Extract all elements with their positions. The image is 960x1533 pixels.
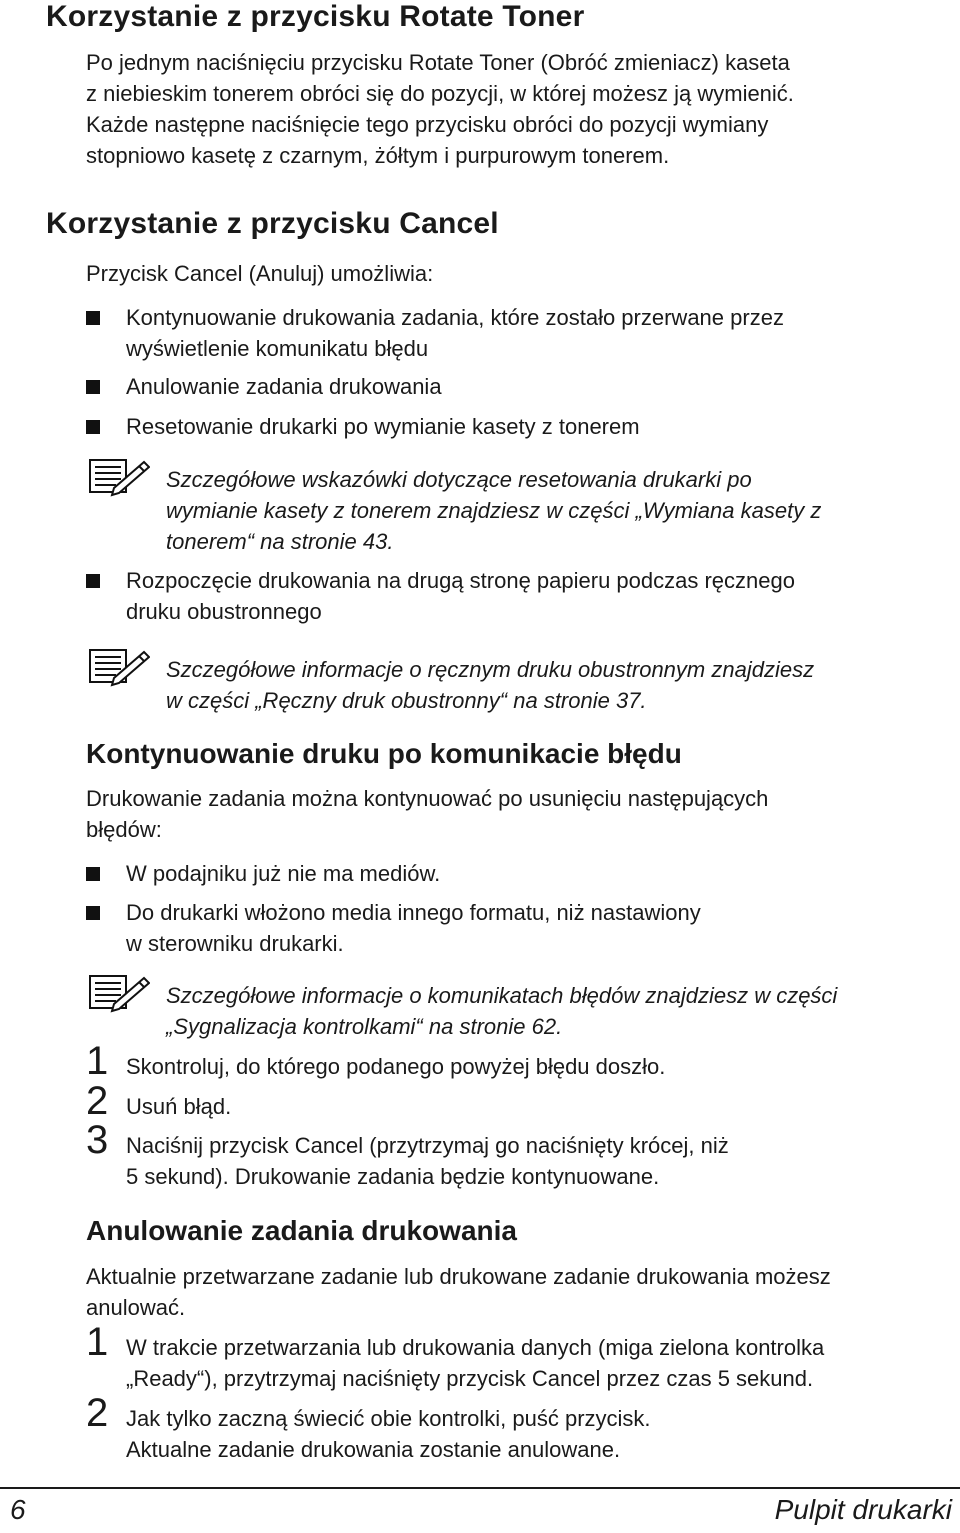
step-number: 3 (86, 1118, 109, 1162)
paragraph-rotate-toner (86, 47, 946, 171)
heading-abort-job: Anulowanie zadania drukowania (86, 1215, 517, 1246)
text-line: anulować. (86, 1295, 186, 1320)
text-line: Anulowanie zadania drukowania (126, 374, 442, 399)
text-line: W trakcie przetwarzania lub drukowania danych (miga zielona kontrolka (126, 1335, 825, 1360)
note-pencil-icon (86, 974, 150, 1016)
text-line: Resetowanie drukarki po wymianie kasety z tonerem (126, 414, 640, 439)
text-line: stopniowo kasetę z czarnym, żółtym i purpurowym tonerem. (86, 143, 670, 168)
cancel-intro: Przycisk Cancel (Anuluj) umożliwia: (86, 261, 434, 286)
square-bullet-icon (86, 867, 100, 881)
square-bullet-icon (86, 906, 100, 920)
text-line: Do drukarki włożono media innego formatu, niż nastawiony (126, 900, 701, 925)
text-line: Drukowanie zadania można kontynuować po usunięciu następujących (86, 786, 769, 811)
square-bullet-icon (86, 311, 100, 325)
step-number: 1 (86, 1320, 109, 1364)
square-bullet-icon (86, 574, 100, 588)
text-line: wymianie kasety z tonerem znajdziesz w części „Wymiana kasety z (166, 498, 822, 523)
heading-resume-after-error: Kontynuowanie druku po komunikacie błędu (86, 738, 682, 769)
text-line: w sterowniku drukarki. (126, 931, 344, 956)
heading-cancel-button: Korzystanie z przycisku Cancel (46, 207, 499, 240)
text-line: Skontroluj, do którego podanego powyżej błędu doszło. (126, 1054, 666, 1079)
text-line: Aktualne zadanie drukowania zostanie anulowane. (126, 1437, 621, 1462)
text-line: Każde następne naciśnięcie tego przycisku obróci do pozycji wymiany (86, 112, 769, 137)
text-line: Kontynuowanie drukowania zadania, które zostało przerwane przez (126, 305, 784, 330)
text-line: Naciśnij przycisk Cancel (przytrzymaj go naciśnięty krócej, niż (126, 1133, 729, 1158)
text-line: „Ready“), przytrzymaj naciśnięty przycisk Cancel przez czas 5 sekund. (126, 1366, 814, 1391)
square-bullet-icon (86, 380, 100, 394)
text-line: Po jednym naciśnięciu przycisku Rotate Toner (Obróć zmieniacz) kaseta (86, 50, 790, 75)
heading-rotate-toner: Korzystanie z przycisku Rotate Toner (46, 0, 585, 33)
text-line: w części „Ręczny druk obustronny“ na stronie 37. (166, 688, 647, 713)
text-line: Aktualnie przetwarzane zadanie lub drukowane zadanie drukowania możesz (86, 1264, 831, 1289)
footer-title: Pulpit drukarki (774, 1494, 952, 1525)
page-number: 6 (10, 1494, 26, 1525)
step-number: 2 (86, 1079, 109, 1123)
text-line: Usuń błąd. (126, 1094, 232, 1119)
note-pencil-icon (86, 458, 150, 500)
text-line: Szczegółowe informacje o ręcznym druku obustronnym znajdziesz (166, 657, 815, 682)
square-bullet-icon (86, 420, 100, 434)
text-line: z niebieskim tonerem obróci się do pozycji, w której możesz ją wymienić. (86, 81, 794, 106)
text-line: wyświetlenie komunikatu błędu (126, 336, 429, 361)
step-number: 1 (86, 1039, 109, 1083)
text-line: Rozpoczęcie drukowania na drugą stronę papieru podczas ręcznego (126, 568, 795, 593)
text-line: „Sygnalizacja kontrolkami“ na stronie 62. (166, 1014, 563, 1039)
note-pencil-icon (86, 648, 150, 690)
step-number: 2 (86, 1391, 109, 1435)
text-line: błędów: (86, 817, 162, 842)
footer-divider (0, 1487, 960, 1489)
text-line: Jak tylko zaczną świecić obie kontrolki, puść przycisk. (126, 1406, 651, 1431)
text-line: tonerem“ na stronie 43. (166, 529, 394, 554)
text-line: Szczegółowe informacje o komunikatach błędów znajdziesz w części (166, 983, 838, 1008)
text-line: druku obustronnego (126, 599, 322, 624)
text-line: Szczegółowe wskazówki dotyczące resetowania drukarki po (166, 467, 752, 492)
abort-intro (86, 1261, 946, 1323)
resume-intro (86, 783, 946, 845)
text-line: W podajniku już nie ma mediów. (126, 861, 441, 886)
text-line: 5 sekund). Drukowanie zadania będzie kontynuowane. (126, 1164, 660, 1189)
